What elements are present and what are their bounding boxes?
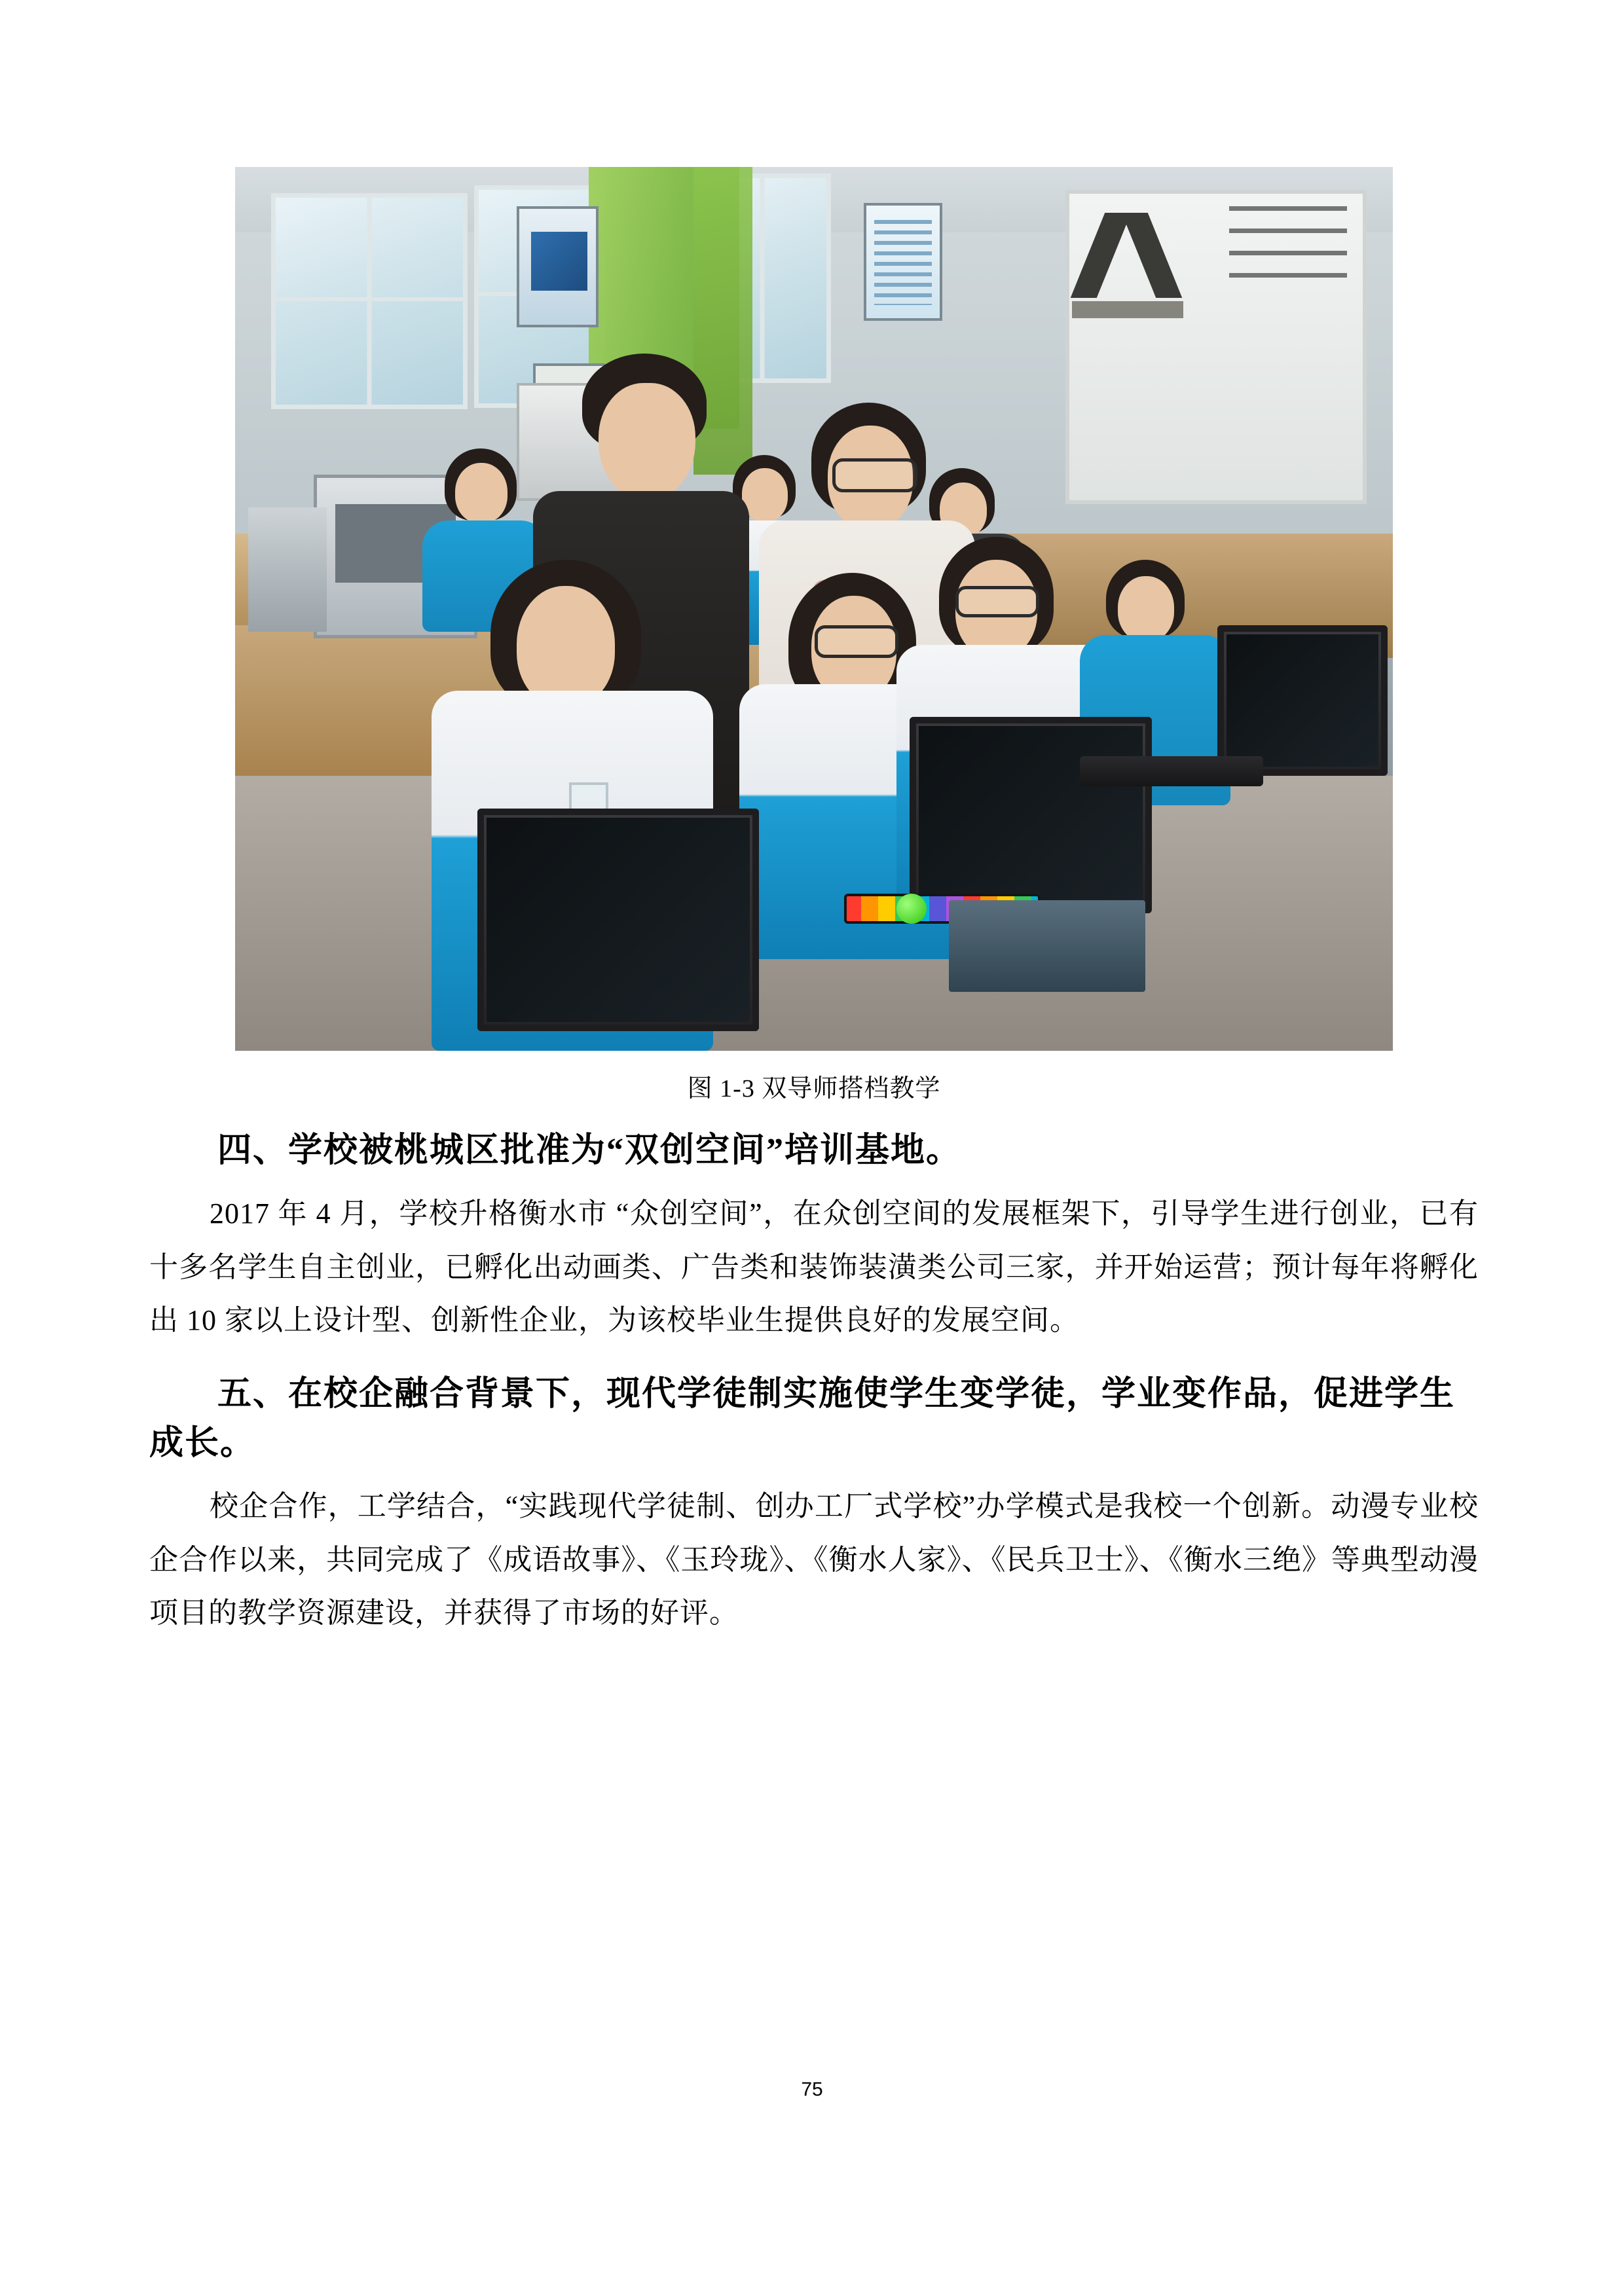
monitor-center bbox=[910, 717, 1152, 913]
monitor-right bbox=[1217, 625, 1388, 776]
monitor-screen bbox=[919, 726, 1143, 904]
monitor-left bbox=[477, 809, 759, 1031]
wall-poster-right bbox=[864, 203, 942, 321]
figure-image bbox=[235, 167, 1393, 1051]
monitor-screen bbox=[1227, 634, 1378, 767]
section-4-paragraph-1: 2017 年 4 月，学校升格衡水市 “众创空间”，在众创空间的发展框架下，引导学生进行创业，已有十多名学生自主创业，已孵化出动画类、广告类和装饰装潢类公司三家，并开始运营；预计每年将孵化出 10 家以上设计型、创新性企业，为该校毕业生提供良好的发展空间。 bbox=[149, 1197, 1479, 1337]
window-left bbox=[271, 193, 468, 409]
figure-caption: 图 1-3 双导师搭档教学 bbox=[687, 1075, 941, 1102]
glasses-icon bbox=[815, 625, 898, 658]
page-number: 75 bbox=[801, 2079, 823, 2100]
monitor-screen bbox=[487, 818, 750, 1022]
wall-poster-left bbox=[517, 206, 599, 327]
glasses-icon bbox=[955, 586, 1039, 617]
window-mullion-horizontal bbox=[276, 297, 463, 301]
computer-tower bbox=[949, 900, 1145, 992]
page-content bbox=[149, 167, 1479, 1640]
head bbox=[599, 383, 695, 501]
whiteboard-writing bbox=[1229, 206, 1347, 291]
head bbox=[1118, 576, 1174, 642]
section-heading-5: 五、在校企融合背景下，现代学徒制实施使学生变学徒，学业变作品，促进学生成长。 bbox=[149, 1375, 1456, 1462]
keyboard-right bbox=[1080, 756, 1263, 786]
section-heading-4: 四、学校被桃城区批准为“双创空间”培训基地。 bbox=[217, 1132, 962, 1169]
wall-logo-icon bbox=[1079, 213, 1177, 298]
head bbox=[517, 586, 615, 707]
window-mullion bbox=[367, 198, 372, 405]
wall-logo-text bbox=[1072, 301, 1183, 318]
head bbox=[455, 463, 507, 523]
section-5-paragraph-1: 校企合作，工学结合，“实践现代学徒制、创办工厂式学校”办学模式是我校一个创新。动漫专业校企合作以来，共同完成了《成语故事》、《玉玲珑》、《衡水人家》、《民兵卫士》、《衡水三绝》等典型动漫项目的教学资源建设，并获得了市场的好评。 bbox=[149, 1490, 1479, 1630]
green-indicator-light bbox=[896, 894, 927, 924]
classroom-photo bbox=[235, 167, 1393, 1051]
glasses-icon bbox=[832, 458, 917, 492]
equipment-machine-secondary bbox=[248, 507, 327, 632]
window-mullion bbox=[760, 178, 765, 378]
